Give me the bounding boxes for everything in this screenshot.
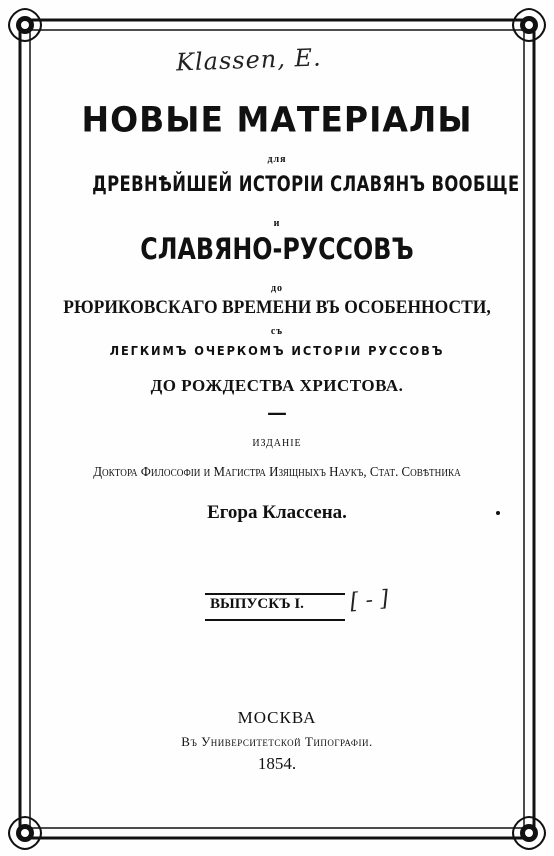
handwritten-owner-name: Klassen, E. [175,43,323,77]
subtitle-slavo-russians: СЛАВЯНО-РУССОВЪ [140,232,414,266]
corner-ornament-top-right [513,9,545,41]
connector-to: до [270,283,284,294]
corner-ornament-top-left [9,9,41,41]
connector-and: и [273,218,281,229]
ink-spot [496,511,500,515]
corner-ornament-bottom-left [9,817,41,849]
connector-for: для [267,154,287,165]
subtitle-before-nativity: ДО РОЖДЕСТВА ХРИСТОВА. [150,376,404,395]
main-title: НОВЫЕ МАТЕРІАЛЫ [81,99,473,140]
connector-with: съ [270,326,284,337]
printing-house: Въ Университетской Типографіи. [181,734,373,749]
author-credentials: Доктора Философіи и Магистра Изящныхъ Наукъ, Стат. Совѣтника [93,465,461,480]
separator-dash: — [267,400,287,424]
publication-year: 1854. [257,754,297,773]
subtitle-rurik-period: РЮРИКОВСКАГО ВРЕМЕНИ ВЪ ОСОБЕННОСТИ, [63,297,491,318]
publication-city: МОСКВА [237,708,317,727]
edition-label: ИЗДАНІЕ [252,438,302,449]
issue-label: ВЫПУСКЪ I. [210,596,304,612]
handwritten-issue-note: [ - ] [348,586,390,615]
subtitle-light-sketch: ЛЕГКИМЪ ОЧЕРКОМЪ ИСТОРІИ РУССОВЪ [109,344,445,358]
subtitle-ancient-history: ДРЕВНѢЙШЕЙ ИСТОРІИ СЛАВЯНЪ ВООБЩЕ [92,172,520,196]
author-name: Егора Классена. [207,502,347,523]
corner-ornament-bottom-right [513,817,545,849]
